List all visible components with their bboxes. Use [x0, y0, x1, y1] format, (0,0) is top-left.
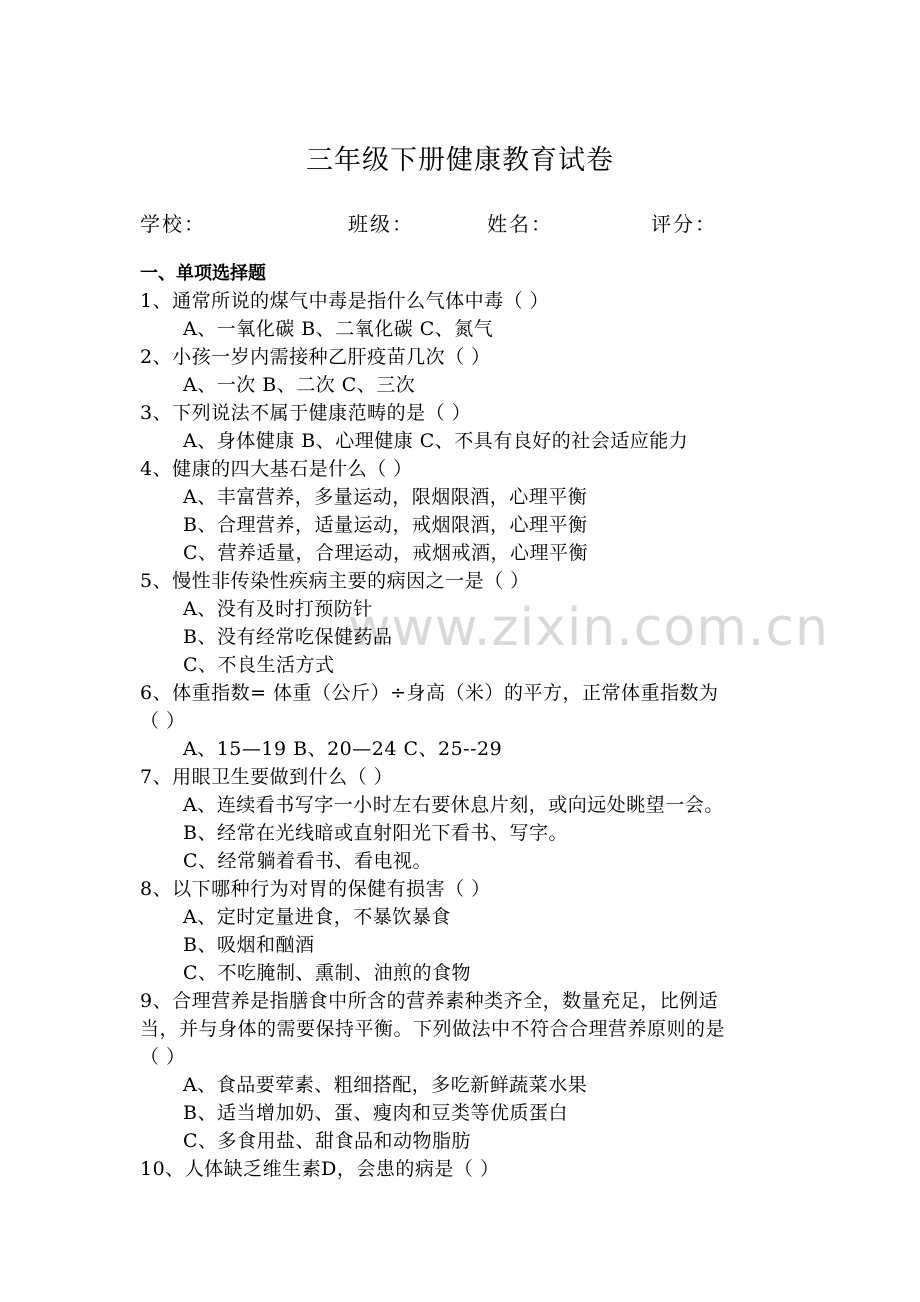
- question-2-options: A、一次 B、二次 C、三次: [183, 374, 416, 396]
- question-9-option-b: B、适当增加奶、蛋、瘦肉和豆类等优质蛋白: [183, 1102, 568, 1124]
- score-label: 评分：: [651, 212, 717, 236]
- question-4-option-b: B、合理营养，适量运动，戒烟限酒，心理平衡: [183, 514, 588, 536]
- question-9-cont-2: （ ）: [140, 1046, 186, 1068]
- question-7-option-b: B、经常在光线暗或直射阳光下看书、写字。: [183, 822, 568, 844]
- question-4: 4、健康的四大基石是什么（ ）: [140, 458, 413, 480]
- question-7: 7、用眼卫生要做到什么（ ）: [140, 766, 394, 788]
- question-3: 3、下列说法不属于健康范畴的是（ ）: [140, 402, 472, 424]
- question-3-options: A、身体健康 B、心理健康 C、不具有良好的社会适应能力: [183, 430, 689, 452]
- school-label: 学校：: [140, 212, 206, 236]
- question-9-option-c: C、多食用盐、甜食品和动物脂肪: [183, 1130, 472, 1152]
- question-5-option-b: B、没有经常吃保健药品: [183, 626, 393, 648]
- watermark: www.zixin.com.cn: [348, 598, 829, 658]
- question-6-options: A、15—19 B、20—24 C、25--29: [183, 738, 503, 760]
- class-label: 班级：: [348, 212, 414, 236]
- question-8-option-a: A、定时定量进食，不暴饮暴食: [183, 906, 451, 928]
- exam-title: 三年级下册健康教育试卷: [306, 145, 614, 176]
- question-9-option-a: A、食品要荤素、粗细搭配，多吃新鲜蔬菜水果: [183, 1074, 588, 1096]
- question-2: 2、小孩一岁内需接种乙肝疫苗几次（ ）: [140, 346, 491, 368]
- question-1-options: A、一氧化碳 B、二氧化碳 C、氮气: [183, 318, 494, 340]
- question-1: 1、通常所说的煤气中毒是指什么气体中毒（ ）: [140, 290, 550, 312]
- question-5: 5、慢性非传染性疾病主要的病因之一是（ ）: [140, 570, 530, 592]
- question-4-option-a: A、丰富营养，多量运动，限烟限酒，心理平衡: [183, 486, 588, 508]
- question-8-option-b: B、吸烟和酗酒: [183, 934, 315, 956]
- name-label: 姓名：: [487, 212, 553, 236]
- section-heading: 一、单项选择题: [140, 263, 266, 284]
- question-6-cont: （ ）: [140, 710, 186, 732]
- question-4-option-c: C、营养适量，合理运动，戒烟戒酒，心理平衡: [183, 542, 589, 564]
- question-7-option-c: C、经常躺着看书、看电视。: [183, 850, 433, 872]
- question-10: 10、人体缺乏维生素D，会患的病是（ ）: [140, 1158, 500, 1180]
- question-8: 8、以下哪种行为对胃的保健有损害（ ）: [140, 878, 491, 900]
- question-5-option-a: A、没有及时打预防针: [183, 598, 373, 620]
- question-9-cont: 当，并与身体的需要保持平衡。下列做法中不符合合理营养原则的是: [140, 1018, 726, 1040]
- question-7-option-a: A、连续看书写字一小时左右要休息片刻，或向远处眺望一会。: [183, 794, 724, 816]
- question-5-option-c: C、不良生活方式: [183, 654, 335, 676]
- question-6: 6、体重指数= 体重（公斤）÷身高（米）的平方，正常体重指数为: [140, 682, 719, 704]
- question-9: 9、合理营养是指膳食中所含的营养素种类齐全，数量充足，比例适: [140, 990, 719, 1012]
- question-8-option-c: C、不吃腌制、熏制、油煎的食物: [183, 962, 472, 984]
